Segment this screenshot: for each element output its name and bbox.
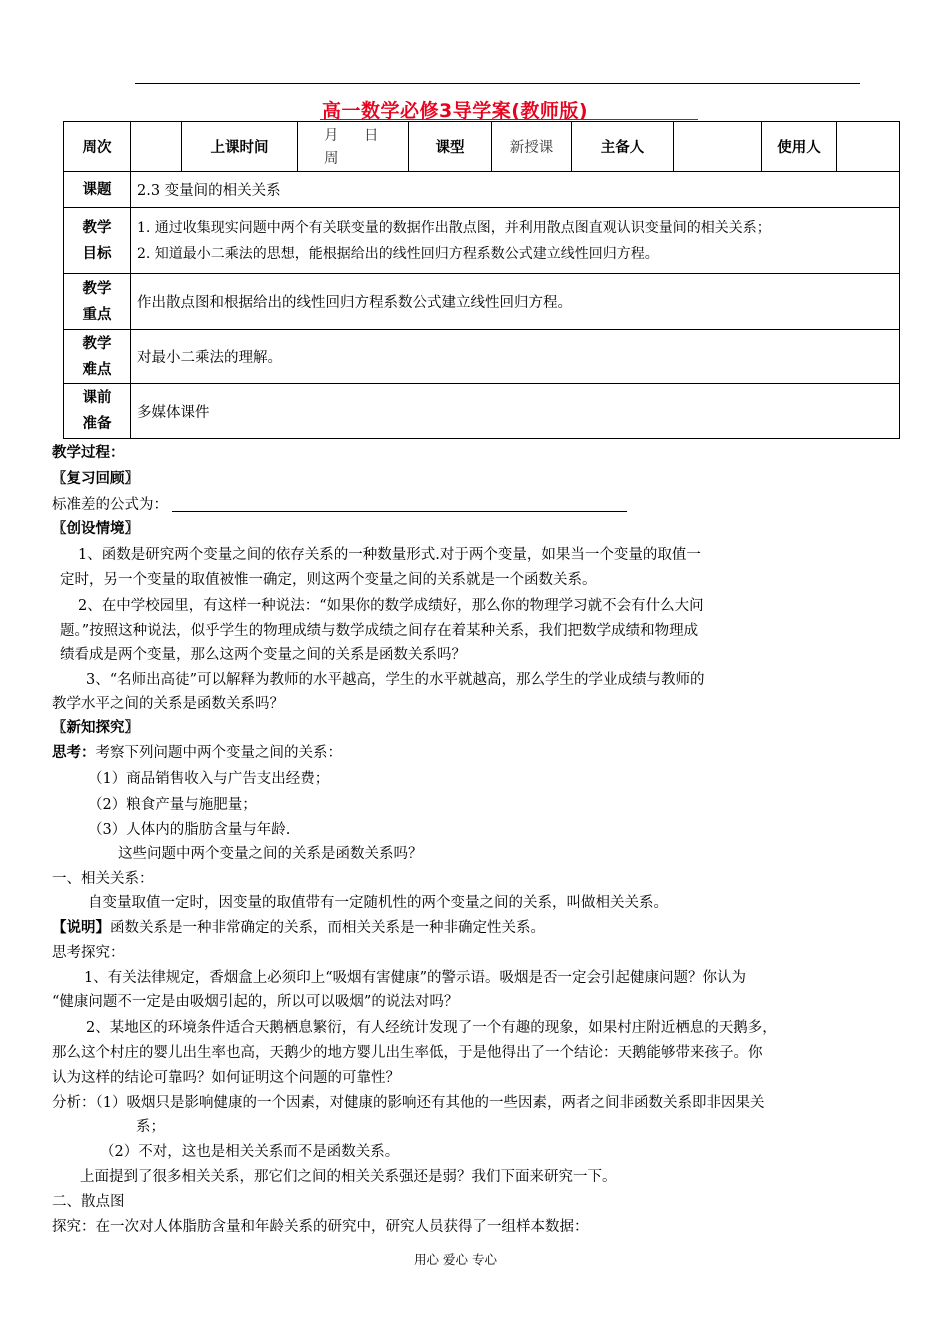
focus-value: 作出散点图和根据给出的线性回归方程系数公式建立线性回归方程。: [131, 274, 900, 330]
scenario-line-4: 题。”按照这种说法，似乎学生的物理成绩与数学成绩之间存在着某种关系，我们把数学成绩和物理成: [60, 623, 699, 639]
difficulty-label-line1: 教学: [82, 335, 112, 352]
goal-item-2: 2. 知道最小二乘法的思想，能根据给出的线性回归方程系数公式建立线性回归方程。: [137, 245, 659, 262]
inquiry-line-2: “健康问题不一定是由吸烟引起的，所以可以吸烟”的说法对吗？: [52, 994, 459, 1010]
topic-value: 2.3 变量间的相关关系: [131, 172, 900, 208]
difficulty-label-line2: 难点: [82, 361, 112, 378]
type-value: 新授课: [492, 122, 572, 172]
week-value: [131, 122, 182, 172]
think-text: 考察下列问题中两个变量之间的关系：: [95, 745, 342, 761]
date-day: 日: [364, 128, 379, 144]
scenario-line-2: 定时，另一个变量的取值被惟一确定，则这两个变量之间的关系就是一个函数关系。: [60, 572, 597, 588]
think-label: 思考：: [52, 745, 96, 761]
prep-label-line2: 准备: [82, 416, 112, 432]
think-question: 这些问题中两个变量之间的关系是函数关系吗？: [118, 846, 423, 862]
goals-label-line1: 教学: [82, 219, 112, 236]
analysis-line-1: 分析：（1）吸烟只是影响健康的一个因素，对健康的影响还有其他的一些因素，两者之间非函数关系即非因果关: [52, 1095, 765, 1111]
scenario-line-6: 3、“名师出高徒”可以解释为教师的水平越高，学生的水平就越高，那么学生的学业成绩与教师的: [86, 672, 705, 688]
scenario-line-5: 绩看成是两个变量，那么这两个变量之间的关系是函数关系吗？: [60, 647, 466, 663]
scenario-line-1: 1、函数是研究两个变量之间的依存关系的一种数量形式.对于两个变量，如果当一个变量的取值一: [78, 547, 701, 563]
section-2-title: 二、散点图: [52, 1194, 125, 1210]
focus-label: [64, 274, 131, 330]
prep-value: 多媒体课件: [131, 384, 900, 439]
std-formula-line: [52, 493, 627, 514]
analysis-line-3: （2）不对，这也是相关关系而不是函数关系。: [100, 1144, 400, 1160]
title-underline: [320, 119, 698, 120]
note-text: 函数关系是一种非常确定的关系，而相关关系是一种非确定性关系。: [110, 920, 545, 936]
preparer-label: 主备人: [572, 122, 674, 172]
think-item-2: （2）粮食产量与施肥量；: [88, 797, 257, 813]
date-cell: [298, 122, 409, 172]
analysis-line-4: 上面提到了很多相关关系，那它们之间的相关关系强还是弱？我们下面来研究一下。: [80, 1169, 617, 1185]
page-footer: 用心 爱心 专心: [414, 1252, 497, 1267]
std-formula-label: 标准差的公式为：: [52, 497, 168, 513]
page-title: 高一数学必修3导学案(教师版): [322, 100, 589, 122]
review-heading: 〖复习回顾〗: [52, 471, 139, 487]
std-formula-blank: [172, 497, 627, 512]
user-label: 使用人: [762, 122, 837, 172]
note-line: [52, 916, 545, 937]
table-row-difficulty: [64, 330, 900, 384]
goals-label-line2: 目标: [82, 245, 112, 262]
think-item-1: （1）商品销售收入与广告支出经费；: [88, 771, 330, 787]
inquiry-line-1: 1、有关法律规定，香烟盒上必须印上“吸烟有害健康”的警示语。吸烟是否一定会引起健康问题？你认为: [84, 970, 747, 986]
scenario-heading: 〖创设情境〗: [52, 521, 139, 537]
inquiry-line-3: 2、某地区的环境条件适合天鹅栖息繁衍，有人经统计发现了一个有趣的现象，如果村庄附近栖息的天鹅多，: [86, 1020, 777, 1036]
prep-label-line1: 课前: [82, 390, 112, 406]
scenario-line-7: 教学水平之间的关系是函数关系吗？: [52, 696, 284, 712]
inquiry-line-4: 那么这个村庄的婴儿出生率也高，天鹅少的地方婴儿出生率低，于是他得出了一个结论：天鹅能够带来孩子。你: [52, 1045, 763, 1061]
section-1-definition: 自变量取值一定时，因变量的取值带有一定随机性的两个变量之间的关系，叫做相关关系。: [88, 895, 668, 911]
table-row-header: [64, 122, 900, 172]
analysis-line-2: 系；: [136, 1119, 165, 1135]
note-label: 【说明】: [52, 920, 110, 936]
date-week: 周: [324, 151, 339, 167]
explore-heading: 〖新知探究〗: [52, 720, 139, 736]
type-label: 课型: [409, 122, 492, 172]
user-value: [837, 122, 900, 172]
goals-value: [131, 208, 900, 274]
think-item-3: （3）人体内的脂肪含量与年龄.: [88, 822, 291, 838]
table-row-focus: [64, 274, 900, 330]
table-row-goals: [64, 208, 900, 274]
top-rule: [135, 83, 860, 84]
process-heading: 教学过程：: [52, 445, 125, 461]
difficulty-value: 对最小二乘法的理解。: [131, 330, 900, 384]
table-row-prep: [64, 384, 900, 439]
difficulty-label: [64, 330, 131, 384]
time-label: 上课时间: [182, 122, 298, 172]
scenario-line-3: 2、在中学校园里，有这样一种说法：“如果你的数学成绩好，那么你的物理学习就不会有什么大问: [78, 598, 704, 614]
table-row-topic: [64, 172, 900, 208]
date-month: 月: [324, 128, 339, 144]
lesson-plan-table: [63, 121, 900, 439]
goals-label: [64, 208, 131, 274]
focus-label-line2: 重点: [82, 306, 112, 323]
inquiry-line-5: 认为这样的结论可靠吗？如何证明这个问题的可靠性？: [52, 1070, 400, 1086]
focus-label-line1: 教学: [82, 280, 112, 297]
topic-label: 课题: [64, 172, 131, 208]
think-line: [52, 741, 342, 762]
goal-item-1: 1. 通过收集现实问题中两个有关联变量的数据作出散点图，并利用散点图直观认识变量间的相关关系；: [137, 219, 771, 236]
prep-label: [64, 384, 131, 439]
preparer-value: [674, 122, 762, 172]
section-2-text: 探究：在一次对人体脂肪含量和年龄关系的研究中，研究人员获得了一组样本数据：: [52, 1219, 589, 1235]
inquiry-title: 思考探究：: [52, 945, 125, 961]
section-1-title: 一、相关关系：: [52, 871, 154, 887]
week-label: 周次: [64, 122, 131, 172]
